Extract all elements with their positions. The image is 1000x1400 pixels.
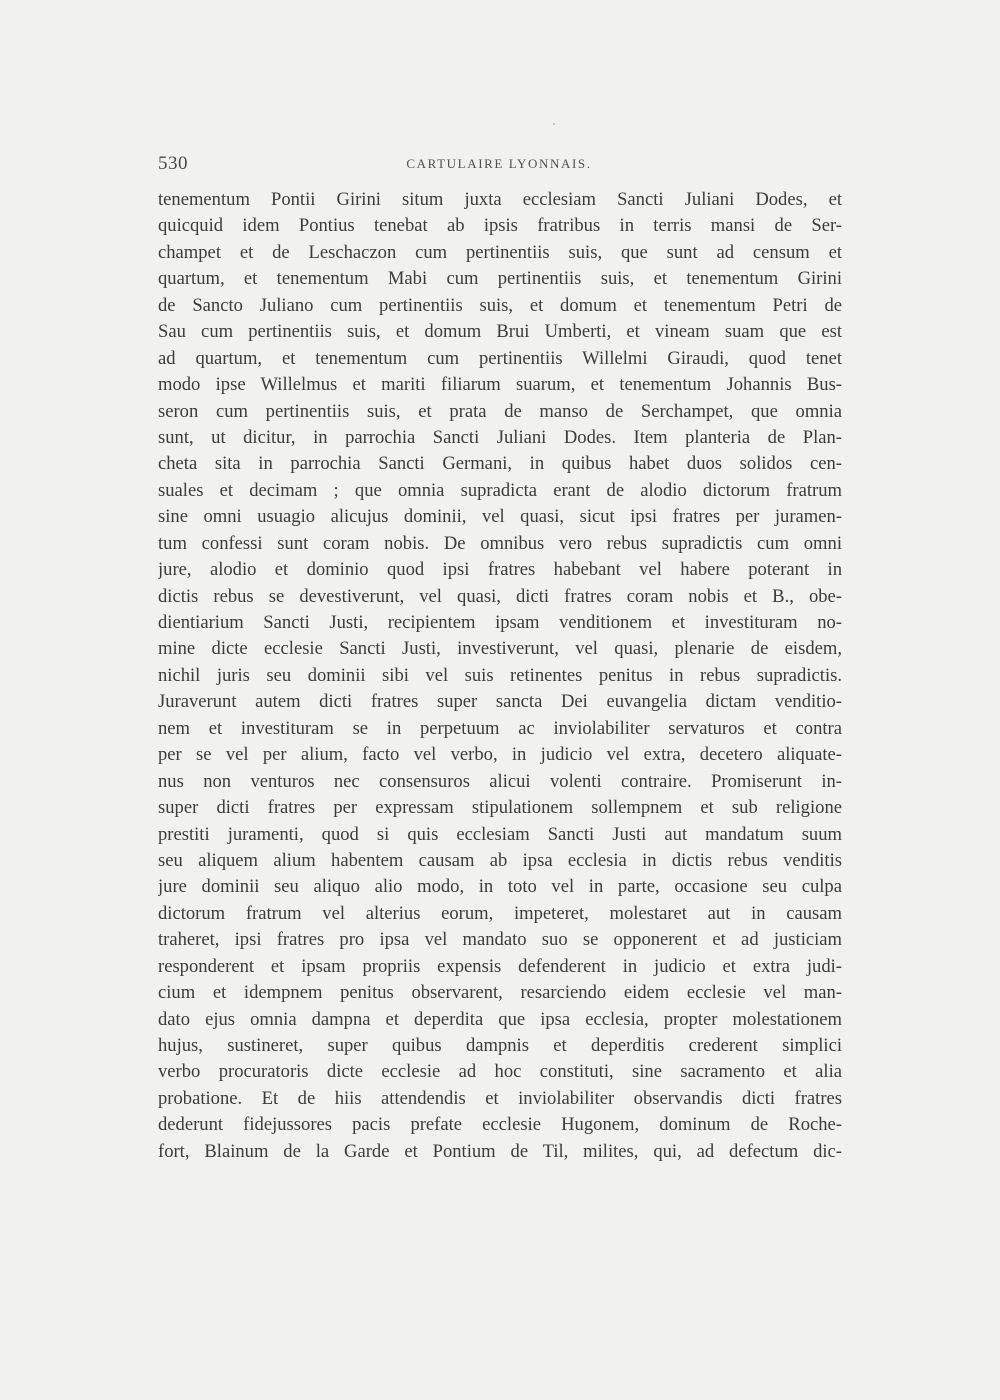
text-line: dato ejus omnia dampna et deperdita que ipsa ecclesia, propter molestationem	[158, 1008, 842, 1030]
page-number: 530	[158, 153, 188, 174]
text-line: nus non venturos nec consensuros alicui volenti contraire. Promiserunt in-	[158, 770, 842, 792]
text-line: quicquid idem Pontius tenebat ab ipsis fratribus in terris mansi de Ser-	[158, 215, 842, 237]
running-title: CARTULAIRE LYONNAIS.	[406, 156, 592, 171]
text-line: super dicti fratres per expressam stipulationem sollempnem et sub religione	[158, 797, 842, 819]
text-line: seron cum pertinentiis suis, et prata de manso de Serchampet, que omnia	[158, 400, 842, 422]
text-line: prestiti juramenti, quod si quis ecclesiam Sancti Justi aut mandatum suum	[158, 823, 842, 845]
text-line: dientiarium Sancti Justi, recipientem ipsam venditionem et investituram no-	[158, 612, 842, 633]
text-line: sunt, ut dicitur, in parrochia Sancti Juliani Dodes. Item planteria de Plan-	[158, 426, 842, 448]
text-line: ad quartum, et tenementum cum pertinentiis Willelmi Giraudi, quod tenet	[158, 347, 842, 369]
text-line: sine omni usuagio alicujus dominii, vel quasi, sicut ipsi fratres per juramen-	[158, 506, 842, 528]
text-line: quartum, et tenementum Mabi cum pertinentiis suis, et tenementum Girini	[158, 268, 842, 290]
text-line: dictis rebus se devestiverunt, vel quasi, dicti fratres coram nobis et B., obe-	[158, 585, 842, 607]
text-line: suales et decimam ; que omnia supradicta erant de alodio dictorum fratrum	[158, 479, 842, 501]
text-line: tenementum Pontii Girini situm juxta ecclesiam Sancti Juliani Dodes, et	[158, 189, 842, 210]
text-line: dictorum fratrum vel alterius eorum, impeteret, molestaret aut in causam	[158, 902, 842, 924]
text-line: Sau cum pertinentiis suis, et domum Brui Umberti, et vineam suam que est	[158, 321, 842, 343]
text-line: cheta sita in parrochia Sancti Germani, in quibus habet duos solidos cen-	[158, 453, 842, 475]
text-line: hujus, sustineret, super quibus dampnis et deperditis crederent simplici	[158, 1035, 842, 1056]
text-line: champet et de Leschaczon cum pertinentiis suis, que sunt ad censum et	[158, 241, 842, 263]
text-line: nem et investituram se in perpetuum ac inviolabiliter servaturos et contra	[158, 717, 842, 739]
body-text	[158, 187, 842, 1165]
text-line: seu aliquem alium habentem causam ab ipsa ecclesia in dictis rebus venditis	[158, 849, 842, 871]
text-line: Juraverunt autem dicti fratres super sancta Dei euvangelia dictam venditio-	[158, 691, 842, 713]
text-line: dederunt fidejussores pacis prefate ecclesie Hugonem, dominum de Roche-	[158, 1114, 842, 1136]
text-line: per se vel per alium, facto vel verbo, in judicio vel extra, decetero aliquate-	[158, 744, 842, 766]
text-line: traheret, ipsi fratres pro ipsa vel mandato suo se opponerent et ad justiciam	[158, 929, 842, 951]
text-line: nichil juris seu dominii sibi vel suis retinentes penitus in rebus supradictis.	[158, 664, 842, 686]
text-line: fort, Blainum de la Garde et Pontium de Til, milites, qui, ad defectum dic-	[158, 1140, 842, 1162]
text-line: modo ipse Willelmus et mariti filiarum suarum, et tenementum Johannis Bus-	[158, 374, 842, 396]
text-line: jure dominii seu aliquo alio modo, in toto vel in parte, occasione seu culpa	[158, 876, 842, 898]
text-line: de Sancto Juliano cum pertinentiis suis, et domum et tenementum Petri de	[158, 294, 842, 316]
page-header	[158, 153, 840, 179]
text-line: jure, alodio et dominio quod ipsi fratres habebant vel habere poterant in	[158, 559, 842, 581]
text-line: mine dicte ecclesie Sancti Justi, investiverunt, vel quasi, plenarie de eisdem,	[158, 638, 842, 660]
paper-speck	[553, 123, 555, 125]
text-line: probatione. Et de hiis attendendis et inviolabiliter observandis dicti fratres	[158, 1087, 842, 1109]
text-line: cium et idempnem penitus observarent, resarciendo eidem ecclesie vel man-	[158, 982, 842, 1004]
text-line: responderent et ipsam propriis expensis defenderent in judicio et extra judi-	[158, 955, 842, 977]
text-line: verbo procuratoris dicte ecclesie ad hoc constituti, sine sacramento et alia	[158, 1061, 842, 1083]
text-line: tum confessi sunt coram nobis. De omnibus vero rebus supradictis cum omni	[158, 532, 842, 554]
